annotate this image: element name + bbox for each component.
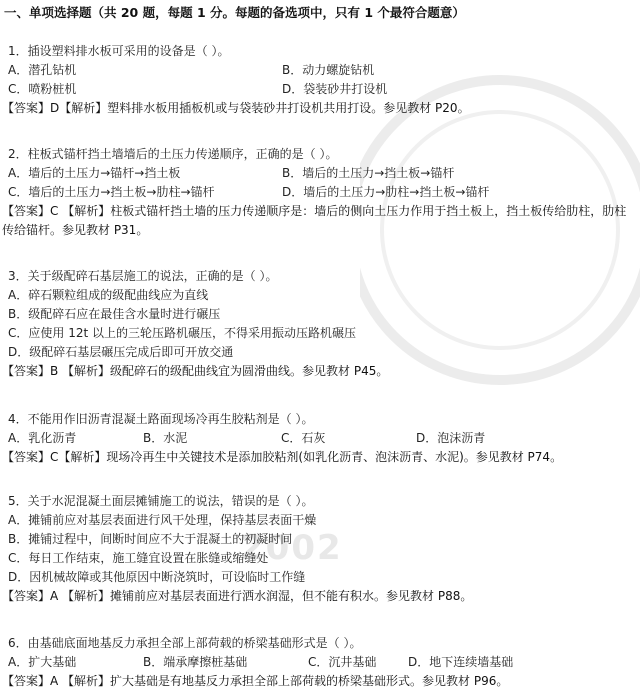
answer-explanation: 【答案】B 【解析】级配碎石的级配曲线宜为圆滑曲线。参见教材 P45。 xyxy=(2,364,389,378)
question-stem: 4．不能用作旧沥青混凝土路面现场冷再生胶粘剂是（ ）。 xyxy=(8,412,314,426)
option-b: B．水泥 xyxy=(143,431,188,445)
watermark-number: 2002 xyxy=(240,528,343,568)
option-b: B．端承摩擦桩基础 xyxy=(143,655,248,669)
answer-explanation: 【答案】A 【解析】扩大基础是有地基反力承担全部上部荷载的桥梁基础形式。参见教材 P96。 xyxy=(2,674,509,688)
option-c: C．墙后的土压力→挡土板→肋柱→锚杆 xyxy=(8,185,215,199)
option-b: B．动力螺旋钻机 xyxy=(282,63,375,77)
option-d: D．袋装砂井打设机 xyxy=(282,82,388,96)
question-stem: 5．关于水泥混凝土面层摊铺施工的说法，错误的是（ ）。 xyxy=(8,494,314,508)
answer-explanation: 【答案】A 【解析】摊铺前应对基层表面进行洒水润湿，但不能有积水。参见教材 P88。 xyxy=(2,589,473,603)
question-1 xyxy=(2,42,636,118)
question-5 xyxy=(2,492,636,606)
option-d: D．地下连续墙基础 xyxy=(408,655,514,669)
option-a: A．潜孔钻机 xyxy=(8,63,77,77)
option-c: C．沉井基础 xyxy=(308,655,377,669)
option-b: B．摊铺过程中，间断时间应不大于混凝土的初凝时间 xyxy=(8,532,293,546)
option-d: D．泡沫沥青 xyxy=(416,431,486,445)
option-d: D．因机械故障或其他原因中断浇筑时，可设临时工作缝 xyxy=(8,570,306,584)
option-b: B．级配碎石应在最佳含水量时进行碾压 xyxy=(8,307,221,321)
option-d: D．级配碎石基层碾压完成后即可开放交通 xyxy=(8,345,234,359)
option-d: D．墙后的土压力→肋柱→挡土板→锚杆 xyxy=(282,185,490,199)
option-a: A．摊铺前应对基层表面进行风干处理，保持基层表面干燥 xyxy=(8,513,317,527)
option-b: B．墙后的土压力→挡土板→锚杆 xyxy=(282,166,455,180)
answer-explanation: 【答案】D【解析】塑料排水板用插板机或与袋装砂井打设机共用打设。参见教材 P20。 xyxy=(2,101,470,115)
section-title: 一、单项选择题（共 20 题，每题 1 分。每题的备选项中，只有 1 个最符合题意） xyxy=(4,5,465,20)
answer-explanation: 【答案】C【解析】现场冷再生中关键技术是添加胶粘剂(如乳化沥青、泡沫沥青、水泥)。参见教材 P74。 xyxy=(2,450,563,464)
question-stem: 3．关于级配碎石基层施工的说法，正确的是（ ）。 xyxy=(8,269,278,283)
option-a: A．乳化沥青 xyxy=(8,431,77,445)
question-stem: 2．柱板式锚杆挡土墙墙后的土压力传递顺序，正确的是（ ）。 xyxy=(8,147,338,161)
option-a: A．扩大基础 xyxy=(8,655,77,669)
answer-explanation: 【答案】C 【解析】柱板式锚杆挡土墙的压力传递顺序是：墙后的侧向土压力作用于挡土板上，挡土板传给肋柱，肋柱传给锚杆。参见教材 P31。 xyxy=(2,204,627,237)
question-2 xyxy=(2,145,636,240)
question-stem: 1．插设塑料排水板可采用的设备是（ ）。 xyxy=(8,44,230,58)
question-6 xyxy=(2,634,636,691)
question-stem: 6．由基础底面地基反力承担全部上部荷载的桥梁基础形式是（ ）。 xyxy=(8,636,362,650)
option-c: C．喷粉桩机 xyxy=(8,82,77,96)
question-3 xyxy=(2,267,636,381)
option-c: C．石灰 xyxy=(281,431,326,445)
option-c: C．每日工作结束，施工缝宜设置在胀缝或缩缝处 xyxy=(8,551,269,565)
option-a: A．碎石颗粒组成的级配曲线应为直线 xyxy=(8,288,209,302)
option-c: C．应使用 12t 以上的三轮压路机碾压，不得采用振动压路机碾压 xyxy=(8,326,356,340)
question-4 xyxy=(2,410,636,467)
option-a: A．墙后的土压力→锚杆→挡土板 xyxy=(8,166,181,180)
